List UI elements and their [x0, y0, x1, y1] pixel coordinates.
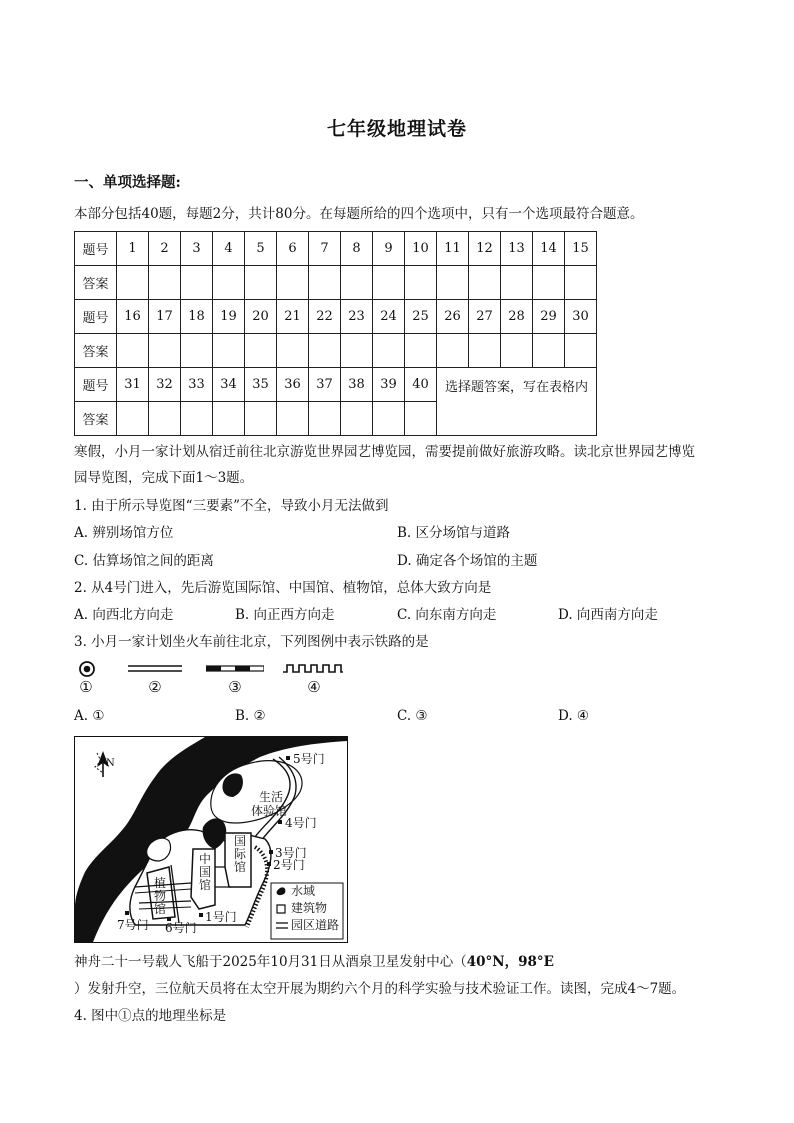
gate-2-label: 2号门 [273, 858, 305, 872]
answer-cell[interactable] [213, 402, 245, 436]
legend-number-3: ③ [228, 678, 242, 696]
question-number: 33 [181, 368, 213, 402]
row-label: 题号 [75, 300, 117, 334]
question-number: 13 [501, 232, 533, 266]
gate-5-label: 5号门 [293, 752, 325, 766]
wall-symbol-icon [283, 660, 343, 678]
answer-cell[interactable] [533, 266, 565, 300]
table-row [75, 368, 597, 402]
life-hall-label-2: 体验馆 [251, 804, 288, 818]
table-row [75, 232, 597, 266]
answer-cell[interactable] [405, 334, 437, 368]
answer-cell[interactable] [149, 402, 181, 436]
legend-number-1: ① [79, 678, 93, 696]
question-4-stem: 4. 图中①点的地理坐标是 [74, 1008, 227, 1024]
question-number: 5 [245, 232, 277, 266]
passage-1-line-2: 园导览图，完成下面1～3题。 [74, 470, 254, 486]
answer-cell[interactable] [565, 266, 597, 300]
question-number: 36 [277, 368, 309, 402]
answer-cell[interactable] [277, 334, 309, 368]
question-number: 2 [149, 232, 181, 266]
question-number: 30 [565, 300, 597, 334]
question-number: 4 [213, 232, 245, 266]
answer-cell[interactable] [117, 334, 149, 368]
question-number: 1 [117, 232, 149, 266]
question-number: 26 [437, 300, 469, 334]
q3-option-d[interactable]: D. ④ [558, 708, 590, 724]
question-number: 19 [213, 300, 245, 334]
question-number: 8 [341, 232, 373, 266]
question-number: 32 [149, 368, 181, 402]
question-number: 27 [469, 300, 501, 334]
answer-label: 答案 [75, 266, 117, 300]
double-line-road-icon [128, 660, 182, 678]
question-number: 22 [309, 300, 341, 334]
q1-option-d[interactable]: D. 确定各个场馆的主题 [397, 553, 538, 569]
question-number: 10 [405, 232, 437, 266]
answer-cell[interactable] [213, 334, 245, 368]
answer-table [74, 231, 597, 436]
section-heading: 一、单项选择题: [74, 174, 181, 191]
answer-cell[interactable] [405, 402, 437, 436]
china-hall-label: 中国馆 [198, 852, 211, 892]
table-row [75, 300, 597, 334]
gate-4-label: 4号门 [285, 816, 317, 830]
answer-cell[interactable] [181, 334, 213, 368]
question-number: 16 [117, 300, 149, 334]
question-3-stem: 3. 小月一家计划坐火车前往北京，下列图例中表示铁路的是 [74, 634, 429, 650]
row-label: 题号 [75, 368, 117, 402]
question-number: 31 [117, 368, 149, 402]
answer-cell[interactable] [341, 266, 373, 300]
answer-cell[interactable] [181, 266, 213, 300]
question-number: 25 [405, 300, 437, 334]
answer-cell[interactable] [309, 402, 341, 436]
launch-coordinates: 40°N，98°E [466, 954, 554, 970]
legend-road: 园区道路 [291, 918, 340, 932]
question-number: 35 [245, 368, 277, 402]
intl-hall-label: 国际馆 [233, 834, 246, 874]
passage-2-text: 神舟二十一号载人飞船于2025年10月31日从酒泉卫星发射中心（ [74, 954, 467, 970]
q3-option-c[interactable]: C. ③ [397, 708, 428, 724]
question-number: 38 [341, 368, 373, 402]
question-number: 21 [277, 300, 309, 334]
question-number: 23 [341, 300, 373, 334]
q3-option-b[interactable]: B. ② [235, 708, 266, 724]
answer-cell[interactable] [341, 402, 373, 436]
gate-6-label: 6号门 [165, 921, 197, 935]
answer-cell[interactable] [501, 334, 533, 368]
q2-option-c[interactable]: C. 向东南方向走 [397, 607, 497, 623]
question-number: 6 [277, 232, 309, 266]
q1-option-b[interactable]: B. 区分场馆与道路 [397, 525, 511, 541]
answer-cell[interactable] [245, 402, 277, 436]
answer-cell[interactable] [309, 334, 341, 368]
question-number: 11 [437, 232, 469, 266]
gate-7-label: 7号门 [117, 918, 149, 932]
q1-option-c[interactable]: C. 估算场馆之间的距离 [74, 553, 214, 569]
answer-label: 答案 [75, 334, 117, 368]
legend-water: 水域 [291, 884, 316, 898]
table-row [75, 266, 597, 300]
expo-park-map [74, 736, 348, 943]
answer-cell[interactable] [149, 334, 181, 368]
capital-symbol-icon [76, 660, 98, 678]
q1-option-a[interactable]: A. 辨别场馆方位 [74, 525, 174, 541]
answer-cell[interactable] [469, 266, 501, 300]
answer-cell[interactable] [405, 266, 437, 300]
legend-building: 建筑物 [291, 901, 328, 915]
page-title: 七年级地理试卷 [326, 118, 467, 140]
question-number: 7 [309, 232, 341, 266]
answer-cell[interactable] [437, 334, 469, 368]
question-number: 28 [501, 300, 533, 334]
gate-1-label: 1号门 [205, 910, 237, 924]
question-number: 24 [373, 300, 405, 334]
north-label: N [106, 758, 115, 769]
passage-2-line-1 [74, 952, 554, 972]
plant-hall-label: 植物馆 [153, 876, 166, 916]
question-number: 9 [373, 232, 405, 266]
railway-symbol-icon [206, 660, 264, 678]
question-number: 17 [149, 300, 181, 334]
answer-cell[interactable] [565, 334, 597, 368]
question-number: 3 [181, 232, 213, 266]
question-number: 12 [469, 232, 501, 266]
row-label: 题号 [75, 232, 117, 266]
section-intro: 本部分包括40题，每题2分，共计80分。在每题所给的四个选项中，只有一个选项最符合题意。 [74, 206, 644, 222]
answer-label: 答案 [75, 402, 117, 436]
table-row [75, 334, 597, 368]
question-number: 15 [565, 232, 597, 266]
gate-3-label: 3号门 [275, 846, 307, 860]
answer-cell[interactable] [341, 334, 373, 368]
answer-cell[interactable] [501, 266, 533, 300]
answer-cell[interactable] [117, 266, 149, 300]
question-number: 18 [181, 300, 213, 334]
question-number: 29 [533, 300, 565, 334]
answer-cell[interactable] [245, 334, 277, 368]
answer-cell[interactable] [437, 266, 469, 300]
life-hall-label-1: 生活 [259, 790, 284, 804]
q3-option-a[interactable]: A. ① [74, 708, 105, 724]
answer-cell[interactable] [373, 266, 405, 300]
answer-cell[interactable] [533, 334, 565, 368]
legend-number-2: ② [148, 678, 162, 696]
q2-option-d[interactable]: D. 向西南方向走 [558, 607, 658, 623]
answer-cell[interactable] [373, 334, 405, 368]
question-number: 14 [533, 232, 565, 266]
answer-cell[interactable] [277, 266, 309, 300]
question-number: 40 [405, 368, 437, 402]
question-number: 34 [213, 368, 245, 402]
answer-cell[interactable] [469, 334, 501, 368]
answer-cell[interactable] [213, 266, 245, 300]
question-number: 37 [309, 368, 341, 402]
table-note: 选择题答案，写在表格内 [437, 368, 597, 436]
answer-cell[interactable] [309, 266, 341, 300]
answer-cell[interactable] [245, 266, 277, 300]
passage-2-line-2: ）发射升空，三位航天员将在太空开展为期约六个月的科学实验与技术验证工作。读图，完成4～7题。 [74, 981, 686, 997]
q2-option-b[interactable]: B. 向正西方向走 [235, 607, 335, 623]
passage-1-line-1: 寒假，小月一家计划从宿迁前往北京游览世界园艺博览园，需要提前做好旅游攻略。读北京世界园艺博览 [74, 444, 695, 460]
question-number: 39 [373, 368, 405, 402]
answer-cell[interactable] [117, 402, 149, 436]
question-2-stem: 2. 从4号门进入，先后游览国际馆、中国馆、植物馆，总体大致方向是 [74, 580, 492, 596]
answer-cell[interactable] [373, 402, 405, 436]
question-number: 20 [245, 300, 277, 334]
legend-number-4: ④ [307, 678, 321, 696]
q2-option-a[interactable]: A. 向西北方向走 [74, 607, 174, 623]
question-1-stem: 1. 由于所示导览图“三要素”不全，导致小月无法做到 [74, 498, 389, 514]
answer-cell[interactable] [277, 402, 309, 436]
answer-cell[interactable] [181, 402, 213, 436]
answer-cell[interactable] [149, 266, 181, 300]
